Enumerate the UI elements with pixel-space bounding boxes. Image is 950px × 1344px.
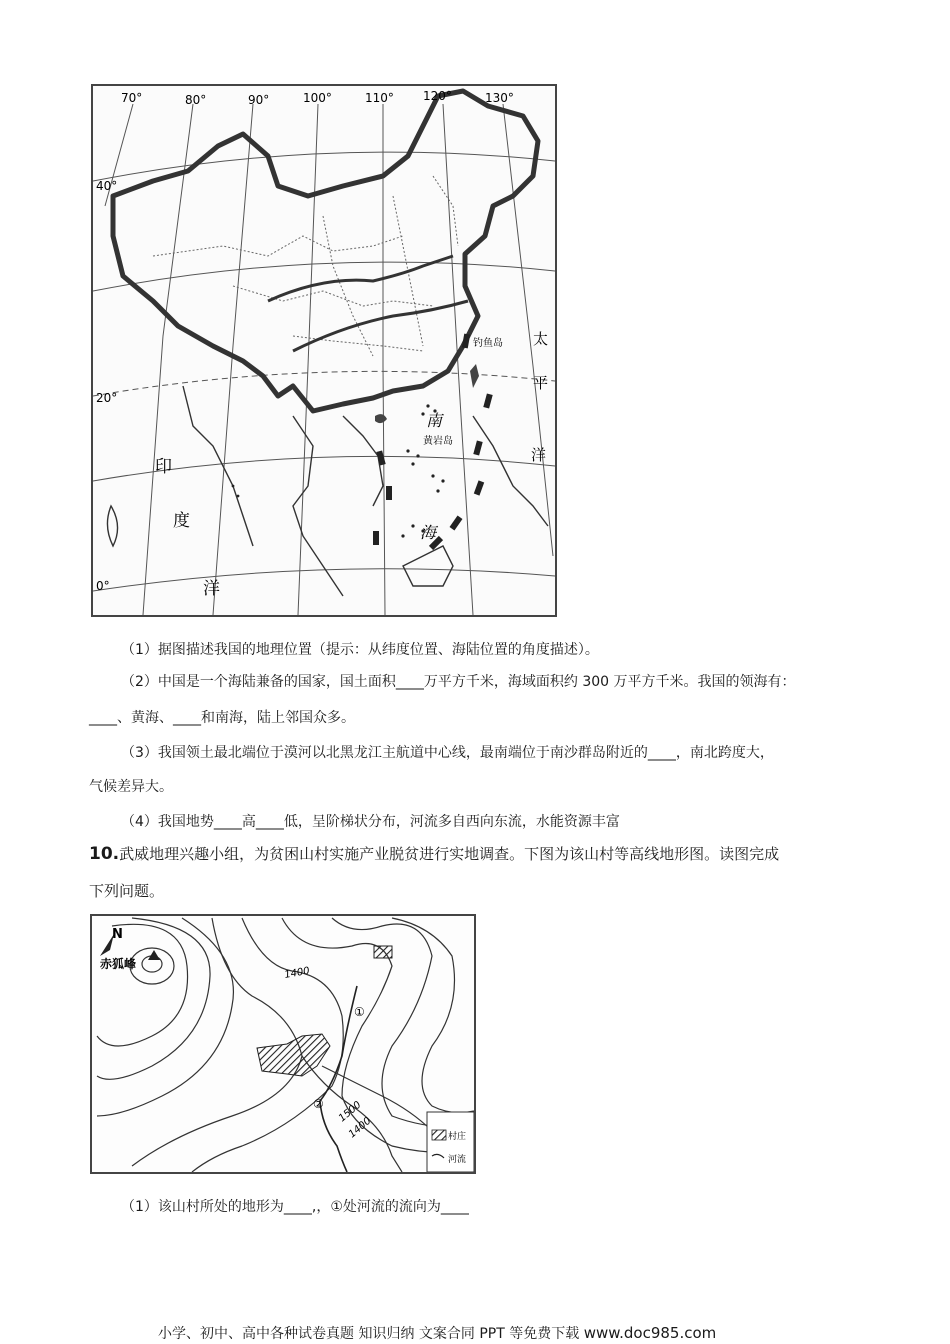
q9-sub2-line2: ____、黄海、____和南海，陆上邻国众多。: [89, 710, 355, 726]
pacific-label-1: 太: [533, 330, 549, 348]
taiwan-island: [470, 364, 479, 388]
diaoyu-island-label: 钓鱼岛: [473, 338, 503, 349]
village-upper: [374, 946, 392, 958]
contour-value-1400-top: 1400: [283, 965, 311, 981]
point-marker-1: ①: [354, 1005, 365, 1019]
lat-label-0: 0°: [96, 579, 110, 593]
china-map-figure: [91, 84, 557, 617]
huangyan-island-label: 黄岩岛: [423, 436, 453, 447]
china-map-svg: [93, 86, 555, 615]
page-footer: [158, 1323, 716, 1343]
contour-map-figure: [90, 914, 476, 1174]
indian-ocean-label-1: 印: [155, 457, 172, 477]
q10-stem-line2: 下列问题。: [89, 882, 165, 900]
lon-label-120: 120°: [423, 89, 452, 103]
legend-river-label: 河流: [448, 1155, 467, 1165]
footer-text: 小学、初中、高中各种试卷真题 知识归纳 文案合同 PPT 等免费下载: [158, 1326, 580, 1342]
legend: [427, 1112, 474, 1172]
province-lines: [153, 176, 458, 356]
lat-label-40: 40°: [96, 179, 118, 193]
north-arrow-icon: [100, 927, 123, 956]
q9-sub2-line1: （2）中国是一个海陆兼备的国家，国土面积____万平方千米，海域面积约 300 万平方千米。我国的领海有：: [121, 674, 796, 690]
contour-map-svg: [92, 916, 474, 1172]
legend-village-label: 村庄: [448, 1132, 467, 1142]
pacific-label-3: 洋: [531, 446, 547, 464]
q10-sub1: （1）该山村所处的地形为____,，①处河流的流向为____: [121, 1199, 469, 1215]
q9-sub4: （4）我国地势____高____低，呈阶梯状分布，河流多自西向东流，水能资源丰富: [121, 814, 620, 830]
island-dots: [232, 404, 445, 537]
lon-label-80: 80°: [185, 93, 207, 107]
lat-label-20: 20°: [96, 391, 118, 405]
indian-ocean-label-2: 度: [173, 511, 190, 531]
lon-label-90: 90°: [248, 93, 270, 107]
southeast-asia-coast: [107, 386, 548, 596]
q9-sub3-line2: 气候差异大。: [89, 779, 173, 795]
south-china-sea-label-2: 海: [420, 523, 437, 542]
south-china-sea-label-1: 南: [426, 411, 443, 430]
china-border: [113, 91, 538, 411]
q9-sub3-line1: （3）我国领土最北端位于漠河以北黑龙江主航道中心线，最南端位于南沙群岛附近的____，南北跨度大，: [121, 745, 774, 761]
contour-value-1500: 1500: [336, 1099, 364, 1125]
contour-value-1400-bottom: 1400: [346, 1115, 374, 1141]
point-marker-2: ②: [313, 1097, 324, 1111]
river-line: [320, 986, 357, 1172]
pacific-label-2: 平: [533, 374, 549, 392]
q10-stem-text: 武威地理兴趣小组，为贫困山村实施产业脱贫进行实地调查。下图为该山村等高线地形图。读图完成: [119, 845, 780, 863]
peak-label: 赤狐峰: [100, 957, 137, 971]
yangtze-river: [293, 301, 468, 351]
q9-sub1: （1）据图描述我国的地理位置（提示：从纬度位置、海陆位置的角度描述）。: [121, 642, 599, 658]
lon-label-130: 130°: [485, 91, 514, 105]
indian-ocean-label-3: 洋: [203, 579, 220, 599]
village-main: [257, 1034, 330, 1076]
peak-icon: [148, 950, 160, 960]
lon-label-110: 110°: [365, 91, 394, 105]
hainan-island: [375, 414, 387, 423]
q10-stem-line1: [89, 843, 779, 865]
legend-village-swatch: [432, 1130, 446, 1140]
north-label: N: [112, 927, 123, 942]
q10-number: 10.: [89, 844, 120, 864]
lon-label-100: 100°: [303, 91, 332, 105]
meridian-lines: [105, 104, 553, 615]
footer-url[interactable]: www.doc985.com: [583, 1324, 717, 1342]
parallel-lines: [93, 152, 555, 591]
lon-label-70: 70°: [121, 91, 143, 105]
